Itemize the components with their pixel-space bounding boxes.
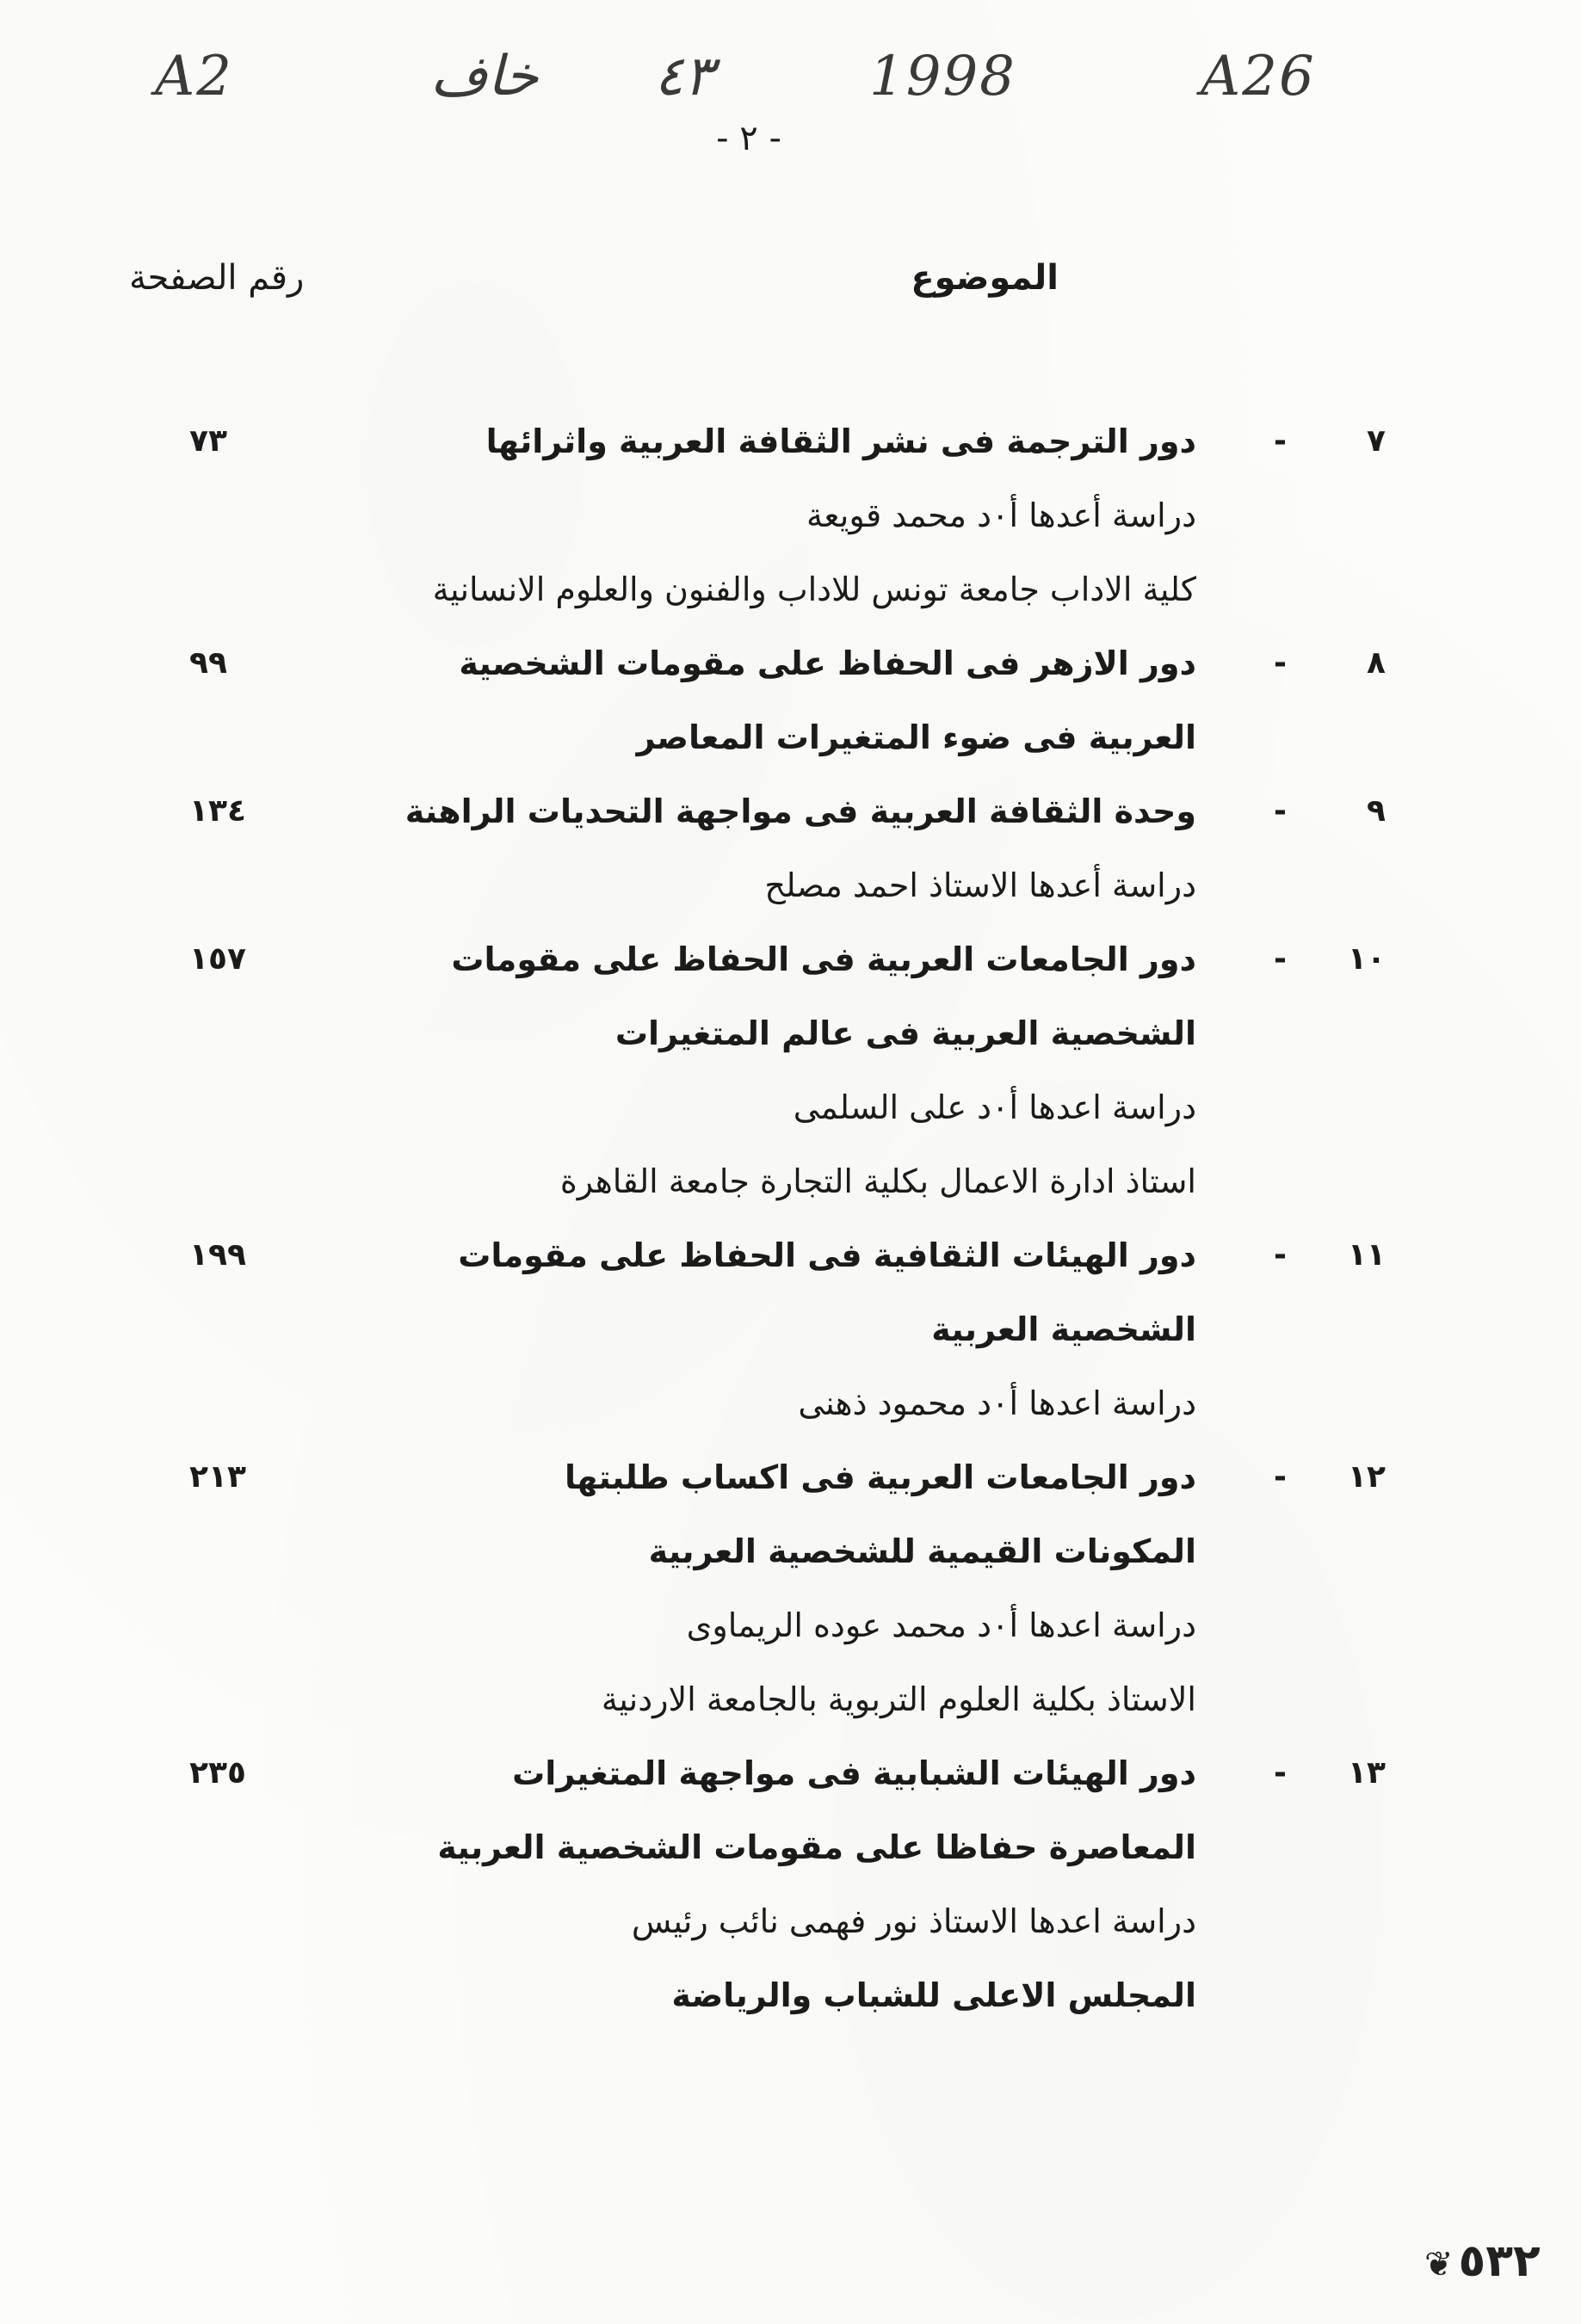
contents-entry (155, 1440, 1386, 1736)
stamp-number-text: ٥٣٢ (1458, 2235, 1541, 2287)
entry-dash: - (1274, 941, 1287, 977)
entry-title: دور الهيئات الثقافية فى الحفاظ على مقومات (458, 1236, 1196, 1274)
contents-list (155, 404, 1386, 2032)
entry-line: دراسة اعدها أ٠د على السلمى (793, 1088, 1196, 1126)
entry-title: دور الجامعات العربية فى الحفاظ على مقومات (451, 940, 1196, 978)
entry-line: العربية فى ضوء المتغيرات المعاصر (636, 718, 1196, 756)
entry-title: دور الترجمة فى نشر الثقافة العربية واثرائها (485, 422, 1196, 460)
entry-dash: - (1274, 645, 1287, 681)
entry-dash: - (1274, 1237, 1287, 1273)
entry-line: كلية الاداب جامعة تونس للاداب والفنون والعلوم الانسانية (432, 570, 1196, 608)
entry-line: المجلس الاعلى للشباب والرياضة (671, 1976, 1196, 2014)
entry-line: دراسة أعدها أ٠د محمد قويعة (806, 496, 1196, 534)
entry-line: المعاصرة حفاظا على مقومات الشخصية العربية (437, 1828, 1196, 1866)
handwritten-mark: 1998 (869, 45, 1016, 108)
entry-page-number: ١٥٧ (189, 941, 246, 977)
entry-number: ١٢ (1348, 1459, 1386, 1495)
handwritten-mark: A2 (155, 45, 233, 108)
handwritten-mark: خاف (430, 45, 539, 108)
handwritten-mark: ٤٣ (654, 45, 713, 108)
entry-page-number: ٩٩ (189, 645, 227, 681)
entry-number: ٧ (1367, 423, 1386, 459)
topic-column-header: الموضوع (911, 258, 1059, 298)
table-header (129, 258, 1059, 310)
handwritten-mark: A26 (1201, 45, 1316, 108)
ornament-icon: ❦ (1424, 2245, 1454, 2284)
entry-line: دراسة اعدها أ٠د محمد عوده الريماوى (686, 1606, 1196, 1644)
entry-title: وحدة الثقافة العربية فى مواجهة التحديات الراهنة (405, 792, 1196, 830)
entry-number: ٨ (1367, 645, 1386, 681)
entry-line: الشخصية العربية فى عالم المتغيرات (614, 1014, 1196, 1052)
archive-stamp-number (1424, 2235, 1541, 2287)
entry-line: استاذ ادارة الاعمال بكلية التجارة جامعة القاهرة (559, 1162, 1196, 1200)
entry-number: ٩ (1367, 793, 1386, 829)
contents-entry (155, 626, 1386, 774)
page-column-header: رقم الصفحة (129, 258, 305, 298)
entry-title: دور الازهر فى الحفاظ على مقومات الشخصية (459, 644, 1196, 682)
contents-entry (155, 922, 1386, 1218)
contents-entry (155, 1736, 1386, 2032)
entry-line: دراسة أعدها الاستاذ احمد مصلح (764, 866, 1196, 904)
entry-number: ١١ (1348, 1237, 1386, 1273)
contents-entry (155, 1218, 1386, 1440)
entry-number: ١٠ (1348, 941, 1386, 977)
entry-title: دور الهيئات الشبابية فى مواجهة المتغيرات (512, 1754, 1196, 1792)
entry-page-number: ٢١٣ (189, 1459, 246, 1495)
entry-page-number: ١٩٩ (189, 1237, 246, 1273)
page-number: - ٢ - (716, 119, 781, 158)
entry-dash: - (1274, 1755, 1287, 1791)
entry-title: دور الجامعات العربية فى اكساب طلبتها (565, 1458, 1196, 1496)
contents-entry (155, 774, 1386, 922)
entry-dash: - (1274, 793, 1287, 829)
entry-line: الشخصية العربية (931, 1310, 1196, 1348)
entry-line: دراسة اعدها أ٠د محمود ذهنى (798, 1384, 1196, 1422)
entry-page-number: ٢٣٥ (189, 1755, 246, 1791)
entry-line: الاستاذ بكلية العلوم التربوية بالجامعة الاردنية (601, 1680, 1196, 1718)
contents-entry (155, 404, 1386, 626)
entry-page-number: ٧٣ (189, 423, 227, 459)
entry-line: المكونات القيمية للشخصية العربية (648, 1532, 1196, 1570)
entry-page-number: ١٣٤ (189, 793, 246, 829)
entry-line: دراسة اعدها الاستاذ نور فهمى نائب رئيس (631, 1902, 1196, 1940)
entry-dash: - (1274, 1459, 1287, 1495)
entry-dash: - (1274, 423, 1287, 459)
entry-number: ١٣ (1348, 1755, 1386, 1791)
